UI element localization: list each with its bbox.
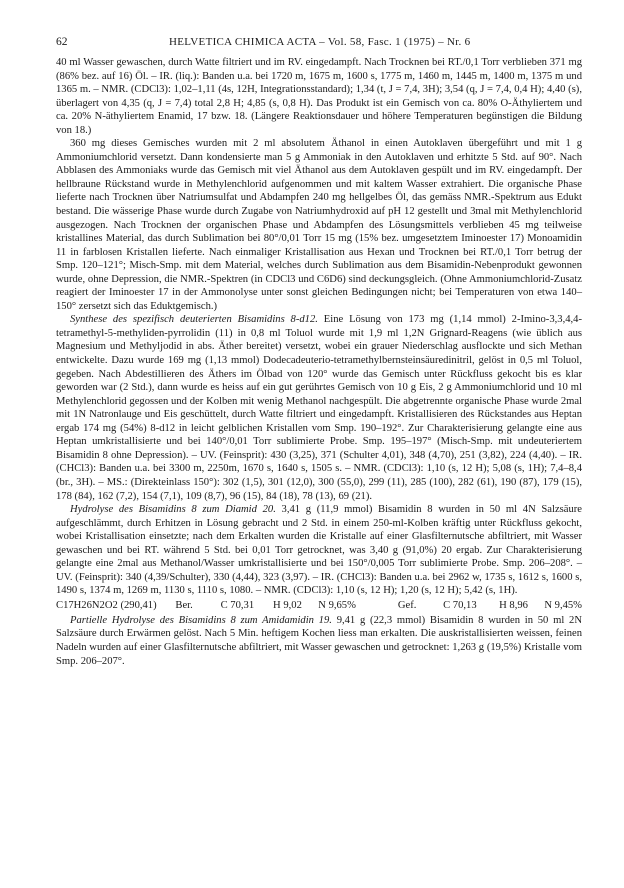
found-label: Gef. — [397, 599, 417, 611]
paragraph-ammonolysis — [56, 137, 582, 313]
journal-running-head: HELVETICA CHIMICA ACTA – Vol. 58, Fasc. 1 (1975) – Nr. 6 — [169, 36, 471, 48]
paragraph-partielle — [56, 614, 582, 668]
page-number: 62 — [56, 36, 68, 48]
calc-h: H 9,02 — [273, 599, 302, 611]
section-heading: Partielle Hydrolyse des Bisamidins 8 zum Amidamidin 19. — [70, 614, 332, 626]
found-h: H 8,96 — [499, 599, 528, 611]
paragraph-text: Eine Lösung von 173 mg (1,14 mmol) 2-Imino-3,3,4,4-tetramethyl-5-methyliden-pyrrolidin (11) in 0,8 ml Toluol wurde mit 1,9 ml 1,2N Grignard-Reagens (wie üblich aus Magnesium und Methyljodid in abs. Äther bereitet) versetzt, wobei ein grauer Niederschlag ausflockte und sich Methan entwickelte. Dazu wurde 169 mg (1,13 mmol) Dodecadeuterio-tetramethylbernsteinsäuredinitril, gelöst in 0,5 ml Toluol, gegeben. Nach Abdestillieren des Äthers im Ölbad von 120° wurde das Gemisch unter Rückfluss gekocht bis es klar geworden war (2 Std.), dann wurde es heiss auf ein gut gerührtes Gemisch von 10 g Eis, 2 g Ammoniumchlorid und 10 ml Methylenchlorid gegossen und der Kolben mit wenig Methanol nachgespült. Die abgetrennte organische Phase wurde 2mal mit 1N Natronlauge und Eis geschüttelt, durch Watte filtriert und eingedampft. Kristallisieren des Rückstandes aus Heptan ergab 174 mg (54%) 8-d12 in leicht gelblichen Kristallen vom Smp. 190–192°. Zur Charakterisierung gelangte eine aus Heptan umkristallisierte und bei 140°/0,01 Torr sublimierte Probe. Smp. 195–197° (Misch-Smp. mit undeuteriertem Bisamidin 8 ohne Depression). – UV. (Feinsprit): 430 (3,25), 371 (Schulter 4,01), 348 (4,70), 251 (3,82), 224 (4,40). – IR. (CHCl3): Banden u.a. bei 3300 m, 2250m, 1670 s, 1640 s, 1505 s. – NMR. (CDCl3): 1,10 (s, 12 H); 5,08 (s, 1H); 7,4–8,4 (br., 3H). – MS.: (Direkteinlass 150°): 302 (1,5), 301 (12,0), 300 (55,0), 299 (11), 285 (100), 282 (61), 190 (87), 179 (15), 178 (84), 162 (7,2), 154 (7,1), 109 (8,7), 96 (15), 84 (18), 78 (13), 69 (21). — [56, 314, 582, 502]
elemental-analysis — [56, 599, 582, 613]
molecular-formula: C17H26N2O2 (290,41) — [56, 599, 157, 611]
calc-label: Ber. — [175, 599, 193, 611]
calc-c: C 70,31 — [220, 599, 255, 611]
paragraph-text: 360 mg dieses Gemisches wurden mit 2 ml absolutem Äthanol in einen Autoklaven übergeführt und mit 1 g Ammoniumchlorid versetzt. Dann kondensierte man 5 g Ammoniak in den Autoklaven und erhitzte 5 Std. auf 90°. Nach Abblasen des Ammoniaks wurde das Gemisch mit viel Äthanol aus dem Autoklaven gespült und im RV. eingedampft. Der hellbraune Rückstand wurde in Methylenchlorid aufgenommen und mit kaltem Wasser extrahiert. Die organische Phase lieferte nach Trocknen über Natriumsulfat und Abdampfen 240 mg hellgelbes Öl, das gemäss NMR.-Spektrum aus Edukt bestand. Die wässerige Phase wurde durch Zugabe von Natriumhydroxid auf pH 12 gestellt und 3mal mit Methylenchlorid ausgezogen. Nach Trocknen der organischen Phase und Abdampfen des Lösungsmittels verblieben 45 mg teilweise kristallines Material, das durch Sublimation bei 80°/0,01 Torr 15 mg (15% bez. umgesetztem Iminoester 17) Monoamidin 11 in farblosen Kristallen lieferte. Nach einmaliger Kristallisation aus Hexan und Trocknen bei RT./0,1 Torr betrug der Smp. 120–121°; Misch-Smp. mit dem Material, welches durch Sublimation aus dem Bisamidin-Nebenprodukt gewonnen wurde, ohne Depression, die NMR.-Spektren (in CDCl3 und C6D6) sind deckungsgleich. (Ohne Ammoniumchlorid-Zusatz reagiert der Iminoester 17 in der Ammonolyse unter sonst gleichen Bedingungen nicht; bei Temperaturen von etwa 140–150° zersetzt sich das Eduktgemisch.) — [56, 138, 582, 312]
paragraph-text: 9,41 g (22,3 mmol) Bisamidin 8 wurden in 50 ml 2N Salzsäure durch Erwärmen gelöst. Nach 5 Min. heftigem Kochen liess man erkalten. Die auskristallisierten weissen, feinen Nadeln wurden auf einer Glasfilternutsche abfiltriert, mit Wasser gewaschen und getrocknet: 1,263 g (19,5%) Kristalle vom Smp. 206–207°. — [56, 614, 583, 667]
paragraph-text: 40 ml Wasser gewaschen, durch Watte filtriert und im RV. eingedampft. Nach Trocknen bei RT./0,1 Torr verblieben 371 mg (86% bez. auf 16) Öl. – IR. (liq.): Banden u.a. bei 1720 m, 1675 m, 1600 s, 1775 m, 1460 m, 1445 m, 1400 m, 1375 m und 1365 m. – NMR. (CDCl3): 1,02–1,11 (4s, 12H, Integrationsstandard); 1,34 (t, J = 7,4, 3H); 3,54 (q, J = 7,4, 0,4 H); 4,40 (s), überlagert von 4,35 (q, J = 7,4) total 2,8 H; 4,85 (s, 0,8 H). Das Produkt ist ein Gemisch von ca. 80% O-Äthyliertem und ca. 20% N-äthyliertem Enamid, 17 bzw. 18. (Längere Reaktionsdauer und höhere Temperaturen begünstigen die Bildung von 18.) — [56, 57, 582, 136]
paragraph-text: 3,41 g (11,9 mmol) Bisamidin 8 wurden in 50 ml 4N Salzsäure aufgeschlämmt, durch Erhitzen in Lösung gebracht und 2 Std. in einem 250-ml-Kolben kräftig unter Rückfluss gekocht, wobei Kristallisation einsetzte; nach dem Erkalten wurden die Kristalle auf einer Glasfilternutsche abfiltriert, mit Wasser gewaschen und bei RT. während 5 Std. bei 0,01 Torr getrocknet, was 3,40 g (91,0%) 20 ergab. Zur Charakterisierung gelangte eine 2mal aus Methanol/Wasser umkristallisierte und bei 150°/0,005 Torr sublimierte Probe. Smp. 206–208°. – UV. (Feinsprit): 340 (4,39/Schulter), 330 (4,44), 323 (3,97). – IR. (CHCl3): Banden u.a. bei 2962 w, 1735 s, 1612 s, 1600 s, 1490 s, 1374 m, 1269 m, 1130 s, 1110 s, 1080. – NMR. (CDCl3): 1,10 (s, 12 H); 1,20 (s, 12 H); 5,42 (s, 1H). — [56, 504, 583, 597]
section-heading: Synthese des spezifisch deuterierten Bisamidins 8-d12. — [70, 314, 318, 326]
calc-n: N 9,65% — [318, 599, 356, 611]
paragraph-synthese — [56, 313, 582, 503]
paragraph-continuation — [56, 56, 582, 137]
paragraph-hydrolyse — [56, 503, 582, 598]
page-header — [56, 36, 582, 48]
found-c: C 70,13 — [443, 599, 477, 611]
found-n: N 9,45% — [544, 599, 583, 611]
section-heading: Hydrolyse des Bisamidins 8 zum Diamid 20. — [70, 504, 276, 516]
